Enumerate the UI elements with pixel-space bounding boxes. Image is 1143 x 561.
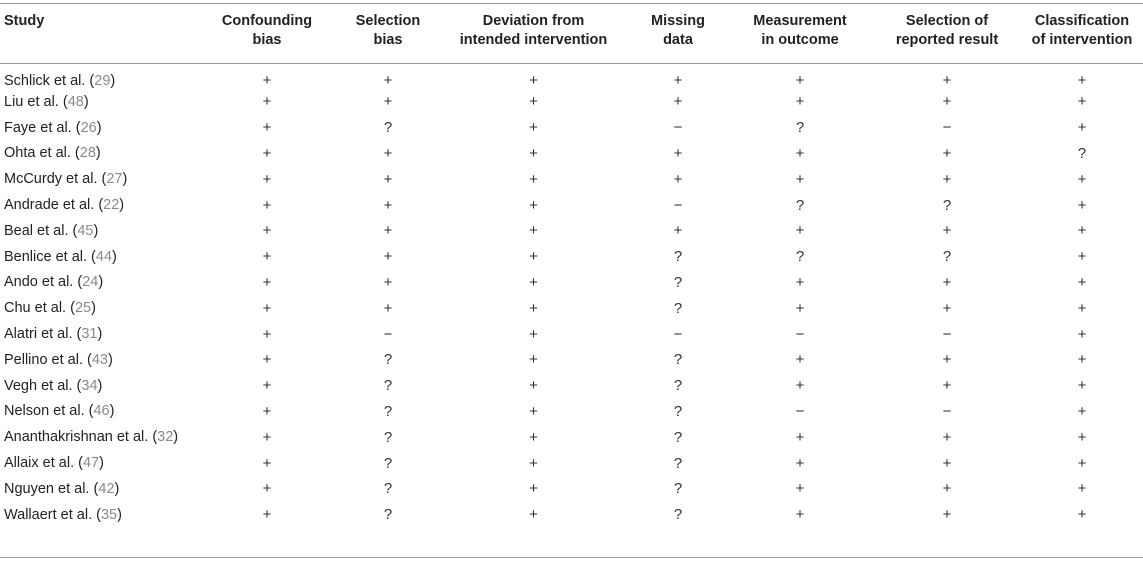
table-body: [0, 61, 1143, 528]
rating-cell: −: [673, 119, 683, 137]
rating-cell: +: [942, 144, 952, 162]
rating-cell: +: [795, 222, 805, 240]
study-name: Beal et al.: [4, 222, 69, 239]
rating-cell: ?: [673, 377, 683, 395]
study-cell: Liu et al. (48): [4, 93, 89, 110]
table-row: [0, 424, 1143, 450]
rating-cell: +: [1077, 248, 1087, 266]
table-row: [0, 115, 1143, 141]
rating-cell: +: [795, 351, 805, 369]
study-cell: Benlice et al. (44): [4, 248, 117, 265]
reference-link[interactable]: 47: [82, 455, 100, 472]
rating-cell: ?: [795, 196, 805, 214]
study-name: Ananthakrishnan et al.: [4, 429, 149, 446]
reference-link[interactable]: 48: [67, 93, 84, 110]
rating-cell: +: [529, 351, 538, 369]
rating-cell: +: [262, 506, 272, 524]
rating-cell: ?: [673, 480, 683, 498]
rating-cell: +: [383, 248, 393, 266]
study-cell: Allaix et al. (47): [4, 455, 104, 472]
study-cell: Ananthakrishnan et al. (32): [4, 429, 179, 446]
rating-cell: +: [529, 170, 538, 188]
study-cell: Nelson et al. (46): [4, 403, 115, 420]
rating-cell: ?: [383, 480, 393, 498]
rating-cell: +: [262, 428, 272, 446]
table-row: [0, 192, 1143, 218]
rating-cell: +: [383, 93, 393, 111]
rating-cell: +: [1077, 454, 1087, 472]
rating-cell: ?: [673, 299, 683, 317]
rating-cell: +: [942, 72, 952, 89]
study-name: Vegh et al.: [4, 377, 73, 394]
study-cell: Ando et al. (24): [4, 274, 104, 291]
rating-cell: +: [673, 144, 683, 162]
rating-cell: +: [1077, 299, 1087, 317]
rating-cell: ?: [942, 248, 952, 266]
rating-cell: +: [1077, 351, 1087, 369]
study-name: Schlick et al.: [4, 72, 86, 89]
rating-cell: +: [529, 428, 538, 446]
table-row: [0, 270, 1143, 296]
rating-cell: +: [529, 377, 538, 395]
column-header-measurement: Measurement in outcome: [753, 13, 847, 48]
rating-cell: +: [942, 454, 952, 472]
study-cell: Andrade et al. (22): [4, 197, 125, 214]
rating-cell: +: [795, 144, 805, 162]
table-row: [0, 373, 1143, 399]
rating-cell: ?: [383, 119, 393, 137]
rating-cell: +: [383, 299, 393, 317]
rating-cell: ?: [383, 402, 393, 420]
rating-cell: +: [529, 325, 538, 343]
reference-link[interactable]: 43: [91, 351, 108, 368]
rating-cell: +: [262, 273, 272, 291]
rating-cell: +: [262, 196, 272, 214]
bottom-rule: [0, 557, 1143, 558]
table-row: [0, 347, 1143, 373]
rating-cell: +: [942, 428, 952, 446]
table-row: [0, 61, 1143, 89]
rating-cell: +: [1077, 325, 1087, 343]
rating-cell: +: [529, 299, 538, 317]
rating-cell: −: [942, 325, 952, 343]
rating-cell: +: [942, 506, 952, 524]
rating-cell: −: [942, 402, 952, 420]
rating-cell: −: [383, 325, 393, 343]
rating-cell: +: [262, 299, 272, 317]
table-row: [0, 244, 1143, 270]
reference-link[interactable]: 28: [79, 145, 96, 162]
reference-link[interactable]: 25: [74, 300, 92, 317]
study-name: Nelson et al.: [4, 403, 85, 420]
column-header-selection-reported: Selection of reported result: [895, 13, 999, 48]
study-name: Alatri et al.: [4, 326, 73, 343]
rating-cell: +: [529, 222, 538, 240]
risk-of-bias-table: [0, 3, 1143, 528]
study-cell: Vegh et al. (34): [4, 377, 103, 394]
rating-cell: ?: [383, 454, 393, 472]
study-name: McCurdy et al.: [4, 171, 98, 188]
rating-cell: +: [529, 506, 538, 524]
rating-cell: ?: [1077, 144, 1087, 162]
reference-link[interactable]: 34: [81, 377, 98, 394]
rating-cell: +: [673, 170, 683, 188]
rating-cell: +: [942, 377, 952, 395]
rating-cell: ?: [673, 428, 683, 446]
column-header-selection-bias: Selection bias: [355, 13, 421, 48]
table-row: [0, 166, 1143, 192]
rating-cell: +: [262, 377, 272, 395]
table-row: [0, 399, 1143, 425]
table-row: [0, 476, 1143, 502]
table-row: [0, 89, 1143, 115]
rating-cell: +: [262, 351, 272, 369]
rating-cell: +: [262, 325, 272, 343]
study-cell: Wallaert et al. (35): [4, 506, 122, 523]
study-name: Ando et al.: [4, 274, 74, 291]
study-cell: Pellino et al. (43): [4, 351, 113, 368]
reference-link[interactable]: 44: [95, 248, 113, 265]
reference-link[interactable]: 24: [82, 274, 99, 291]
reference-link[interactable]: 46: [93, 403, 110, 420]
study-cell: Chu et al. (25): [4, 300, 96, 317]
study-name: Allaix et al.: [4, 455, 75, 472]
rating-cell: +: [262, 93, 272, 111]
rating-cell: ?: [673, 248, 683, 266]
study-name: Chu et al.: [4, 300, 67, 317]
rating-cell: +: [673, 222, 683, 240]
rating-cell: +: [262, 144, 272, 162]
reference-link[interactable]: 35: [100, 506, 118, 523]
rating-cell: ?: [795, 119, 805, 137]
rating-cell: +: [942, 222, 952, 240]
rating-cell: ?: [383, 377, 393, 395]
rating-cell: +: [262, 170, 272, 188]
table-row: [0, 502, 1143, 528]
rating-cell: −: [673, 325, 683, 343]
study-name: Benlice et al.: [4, 248, 88, 265]
rating-cell: +: [529, 196, 538, 214]
rating-cell: +: [795, 299, 805, 317]
rating-cell: +: [1077, 222, 1087, 240]
rating-cell: +: [1077, 428, 1087, 446]
column-header-missing-data: Missing data: [651, 13, 705, 48]
rating-cell: +: [942, 299, 952, 317]
rating-cell: +: [529, 144, 538, 162]
table-row: [0, 141, 1143, 167]
rating-cell: +: [942, 480, 952, 498]
rating-cell: +: [529, 480, 538, 498]
reference-link[interactable]: 31: [81, 326, 98, 343]
rating-cell: +: [795, 93, 805, 111]
rating-cell: ?: [383, 351, 393, 369]
study-name: Ohta et al.: [4, 145, 71, 162]
rating-cell: +: [262, 248, 272, 266]
rating-cell: +: [262, 119, 272, 137]
rating-cell: +: [262, 72, 272, 89]
rating-cell: +: [1077, 72, 1087, 89]
rating-cell: +: [942, 170, 952, 188]
rating-cell: +: [1077, 506, 1087, 524]
rating-cell: +: [942, 273, 952, 291]
rating-cell: ?: [673, 506, 683, 524]
rating-cell: +: [383, 72, 393, 89]
reference-link[interactable]: 27: [106, 171, 123, 188]
column-header-study: Study: [4, 13, 45, 29]
study-cell: Ohta et al. (28): [4, 145, 101, 162]
rating-cell: −: [942, 119, 952, 137]
rating-cell: +: [795, 428, 805, 446]
rating-cell: +: [529, 273, 538, 291]
study-name: Wallaert et al.: [4, 506, 93, 523]
rating-cell: ?: [673, 351, 683, 369]
rating-cell: +: [529, 72, 538, 89]
rating-cell: +: [795, 506, 805, 524]
rating-cell: −: [795, 402, 805, 420]
reference-link[interactable]: 29: [94, 72, 111, 89]
rating-cell: +: [383, 144, 393, 162]
rating-cell: ?: [942, 196, 952, 214]
rating-cell: +: [942, 351, 952, 369]
rating-cell: +: [262, 402, 272, 420]
rating-cell: +: [795, 480, 805, 498]
rating-cell: +: [383, 222, 393, 240]
rating-cell: +: [795, 454, 805, 472]
study-cell: Beal et al. (45): [4, 222, 99, 239]
rating-cell: ?: [673, 454, 683, 472]
reference-link[interactable]: 42: [98, 480, 115, 497]
study-name: Faye et al.: [4, 119, 72, 136]
rating-cell: +: [1077, 119, 1087, 137]
table-row: [0, 218, 1143, 244]
rating-cell: +: [383, 196, 393, 214]
study-name: Pellino et al.: [4, 351, 83, 368]
rating-cell: ?: [383, 428, 393, 446]
rating-cell: ?: [673, 402, 683, 420]
rating-cell: +: [262, 454, 272, 472]
rating-cell: +: [262, 480, 272, 498]
rating-cell: +: [673, 93, 683, 111]
rating-cell: +: [529, 93, 538, 111]
study-cell: Alatri et al. (31): [4, 326, 103, 343]
column-header-confounding-bias: Confounding bias: [221, 13, 313, 48]
study-cell: Schlick et al. (29): [4, 72, 116, 89]
rating-cell: +: [942, 93, 952, 111]
table-row: [0, 450, 1143, 476]
table-row: [0, 295, 1143, 321]
study-name: Liu et al.: [4, 93, 59, 110]
rating-cell: +: [795, 273, 805, 291]
header-row: [0, 3, 1143, 61]
rating-cell: −: [673, 196, 683, 214]
rating-cell: +: [1077, 93, 1087, 111]
rating-cell: ?: [795, 248, 805, 266]
reference-link[interactable]: 32: [157, 429, 174, 446]
reference-link[interactable]: 26: [80, 119, 97, 136]
study-cell: Nguyen et al. (42): [4, 480, 120, 497]
rating-cell: +: [529, 119, 538, 137]
rating-cell: +: [1077, 480, 1087, 498]
reference-link[interactable]: 22: [103, 197, 120, 214]
rating-cell: +: [529, 402, 538, 420]
study-cell: Faye et al. (26): [4, 119, 102, 136]
table-row: [0, 321, 1143, 347]
rating-cell: ?: [673, 273, 683, 291]
study-name: Nguyen et al.: [4, 480, 90, 497]
reference-link[interactable]: 45: [77, 222, 94, 239]
rating-cell: +: [1077, 170, 1087, 188]
rating-cell: +: [529, 248, 538, 266]
rating-cell: −: [795, 325, 805, 343]
study-name: Andrade et al.: [4, 197, 95, 214]
study-cell: McCurdy et al. (27): [4, 171, 128, 188]
rating-cell: +: [262, 222, 272, 240]
rating-cell: ?: [383, 506, 393, 524]
column-header-deviation: Deviation from intended intervention: [459, 13, 608, 48]
rating-cell: +: [1077, 377, 1087, 395]
rating-cell: +: [795, 377, 805, 395]
rating-cell: +: [1077, 402, 1087, 420]
rating-cell: +: [673, 72, 683, 89]
rating-cell: +: [383, 170, 393, 188]
rating-cell: +: [795, 170, 805, 188]
rating-cell: +: [1077, 273, 1087, 291]
rating-cell: +: [1077, 196, 1087, 214]
rating-cell: +: [383, 273, 393, 291]
column-header-classification: Classification of intervention: [1031, 13, 1133, 48]
rating-cell: +: [529, 454, 538, 472]
rating-cell: +: [795, 72, 805, 89]
